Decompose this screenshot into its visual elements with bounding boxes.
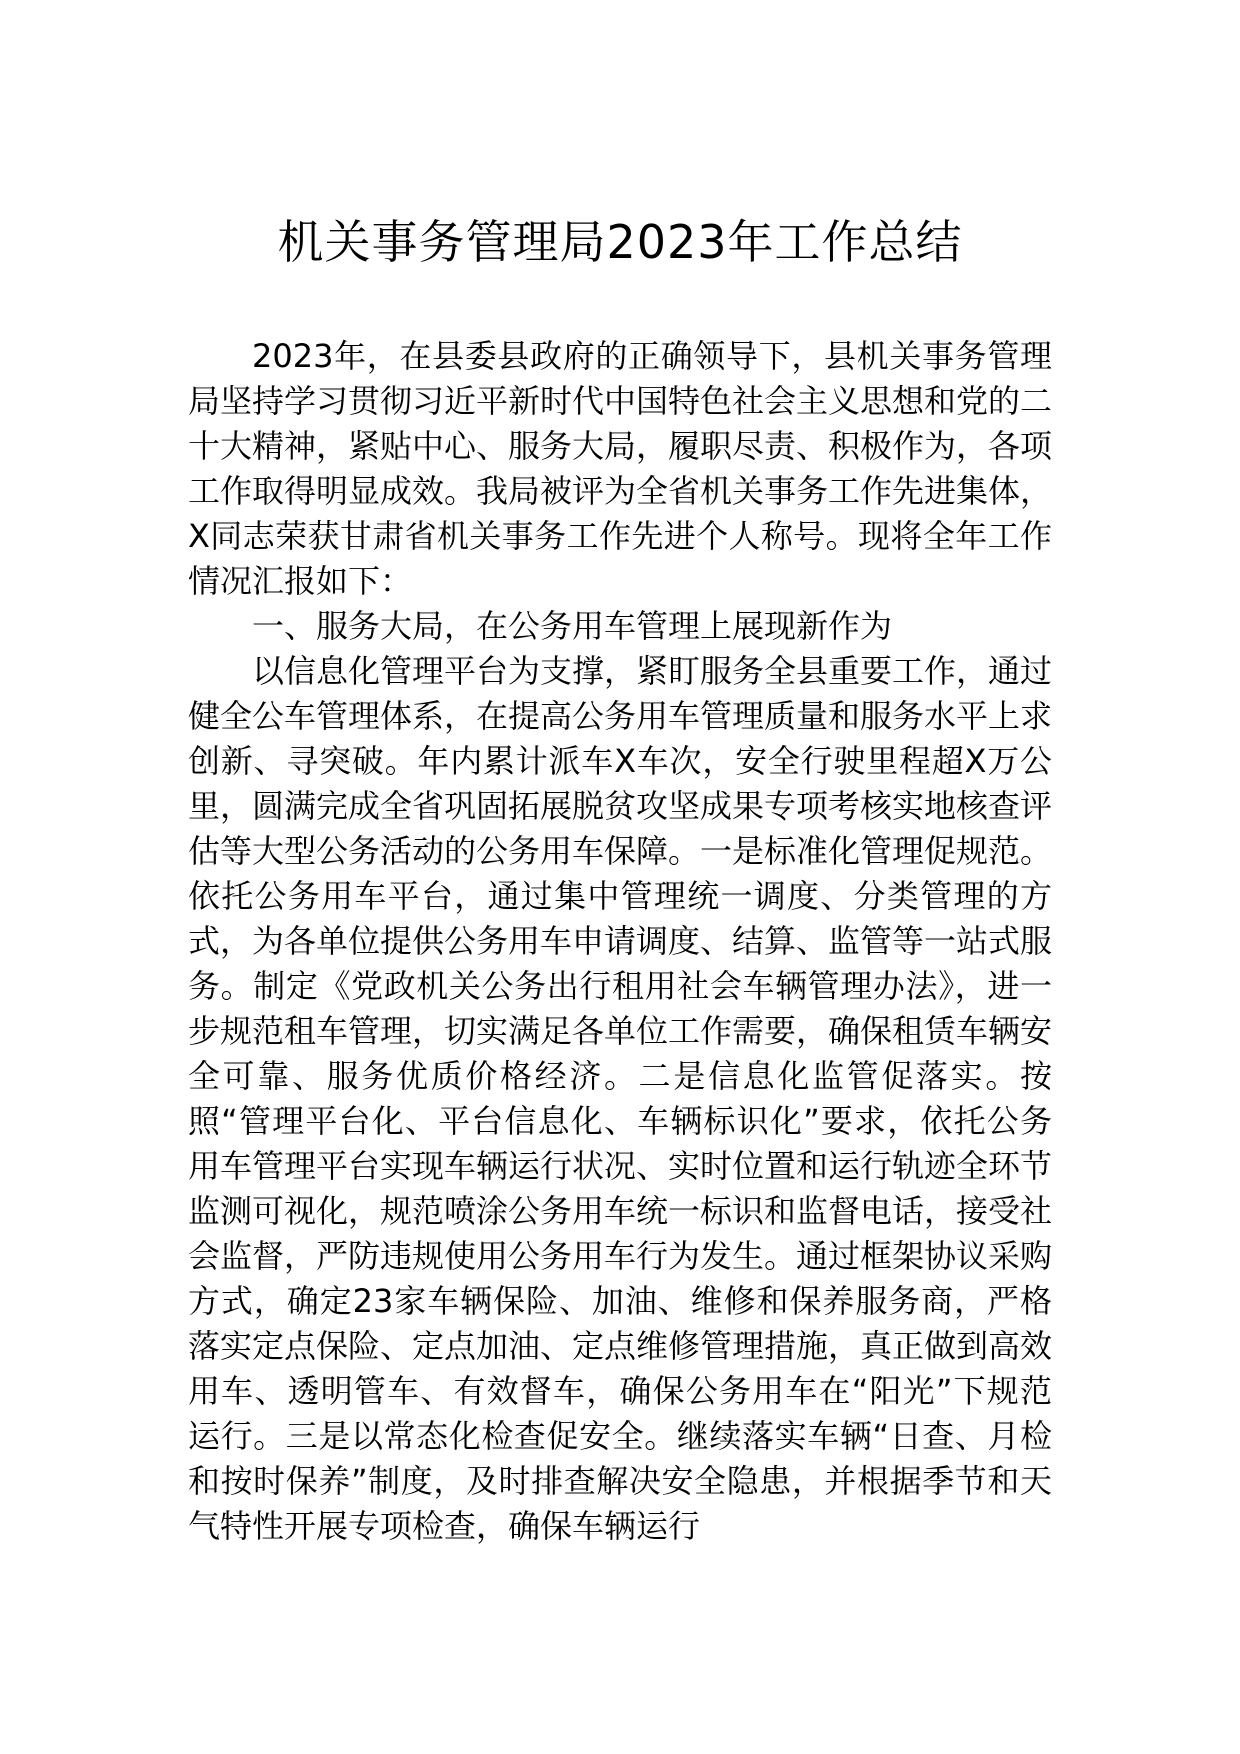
document-body	[188, 334, 1052, 1549]
section-paragraph: 以信息化管理平台为支撑，紧盯服务全县重要工作，通过健全公车管理体系，在提高公务用车管理质量和服务水平上求创新、寻突破。年内累计派车X车次，安全行驶里程超X万公里，圆满完成全省巩固拓展脱贫攻坚成果专项考核实地核查评估等大型公务活动的公务用车保障。一是标准化管理促规范。依托公务用车平台，通过集中管理统一调度、分类管理的方式，为各单位提供公务用车申请调度、结算、监管等一站式服务。制定《党政机关公务出行租用社会车辆管理办法》，进一步规范租车管理，切实满足各单位工作需要，确保租赁车辆安全可靠、服务优质价格经济。二是信息化监管促落实。按照“管理平台化、平台信息化、车辆标识化”要求，依托公务用车管理平台实现车辆运行状况、实时位置和运行轨迹全环节监测可视化，规范喷涂公务用车统一标识和监督电话，接受社会监督，严防违规使用公务用车行为发生。通过框架协议采购方式，确定23家车辆保险、加油、维修和保养服务商，严格落实定点保险、定点加油、定点维修管理措施，真正做到高效用车、透明管车、有效督车，确保公务用车在“阳光”下规范运行。三是以常态化检查促安全。继续落实车辆“日查、月检和按时保养”制度，及时排查解决安全隐患，并根据季节和天气特性开展专项检查，确保车辆运行	[188, 652, 1053, 1545]
document-title: 机关事务管理局2023年工作总结	[277, 215, 963, 269]
section-heading: 一、服务大局，在公务用车管理上展现新作为	[252, 607, 893, 645]
intro-paragraph: 2023年，在县委县政府的正确领导下，县机关事务管理局坚持学习贯彻习近平新时代中国特色社会主义思想和党的二十大精神，紧贴中心、服务大局，履职尽责、积极作为，各项工作取得明显成效。我局被评为全省机关事务工作先进集体，X同志荣获甘肃省机关事务工作先进个人称号。现将全年工作情况汇报如下：	[188, 337, 1053, 600]
